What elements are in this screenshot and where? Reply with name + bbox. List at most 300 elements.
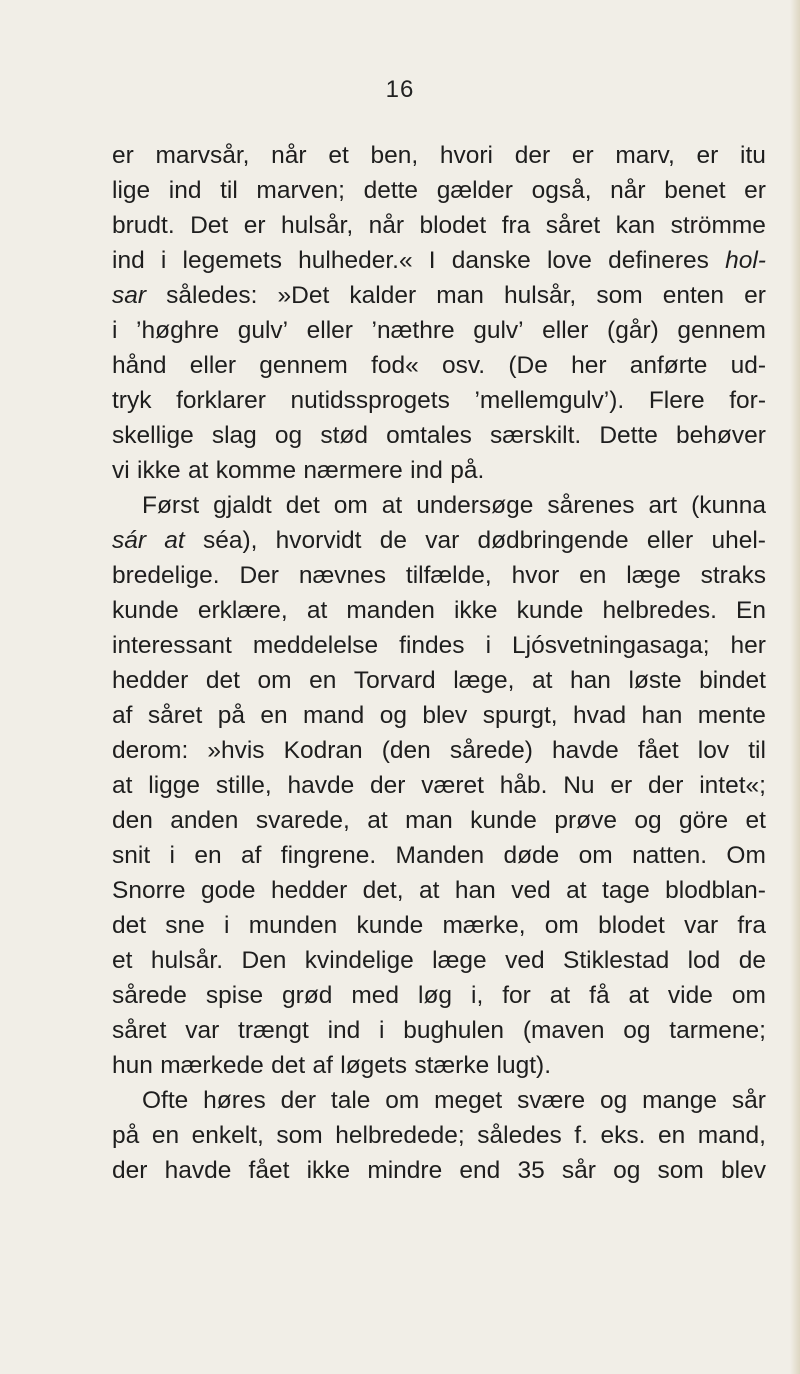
word: art [648,492,678,519]
word: Stiklestad [562,947,670,974]
text-line [112,593,766,628]
word: blodblan- [665,877,766,904]
word: er [744,177,766,204]
word: Snorre [112,877,186,904]
word: derom: [112,737,189,764]
word: mand [303,702,365,729]
word: på [112,1122,140,1149]
word: Ofte [142,1087,189,1114]
word: benet [664,177,726,204]
word: Først [142,492,200,519]
word: der [112,1157,148,1184]
word: en [260,702,288,729]
word: snit [112,842,151,869]
word: havde [552,737,619,764]
word: få [589,982,610,1009]
word: til [748,737,766,764]
word: mente [697,702,766,729]
word: og [623,1017,651,1044]
word: ben, [370,142,419,169]
word: sårenes [547,492,635,519]
word: bughulen [403,1017,505,1044]
word: skellige [112,422,194,449]
text-line [112,418,766,453]
word: der [514,142,551,169]
word: natten. [632,842,708,869]
word: (maven [522,1017,605,1044]
word: er [744,282,766,309]
word: svarede, [255,807,350,834]
word: dødbringende [477,527,629,554]
word: stød [320,422,368,449]
word: slag [211,422,257,449]
word: en [151,1122,180,1149]
word: ikke [453,597,498,624]
text-line [112,208,766,243]
word: er [243,212,266,239]
word: stærke [414,1052,490,1079]
word: ind [410,457,443,484]
word: ud- [730,352,766,379]
word: Torvard [353,667,436,694]
word: lov [697,737,730,764]
word: Kodran [283,737,363,764]
word: på [217,702,245,729]
word: man [436,282,484,309]
word: i [485,632,492,659]
word: forklarer [176,387,266,414]
word: var [684,912,719,939]
word: sár [112,527,147,554]
word: når [610,177,646,204]
word: meget [434,1087,503,1114]
word: som [657,1157,704,1184]
word: lige [112,177,151,204]
word: var [185,1017,220,1044]
word: ikke [306,1157,351,1184]
word: séa), [202,527,258,554]
word: 35 [517,1157,545,1184]
word: grød [282,982,333,1009]
text-line [112,943,766,978]
word: løg [418,982,453,1009]
word: på. [450,457,485,484]
word: er [112,142,134,169]
word: vi [112,457,130,484]
word: Den [241,947,287,974]
word: intet«; [699,772,766,799]
word: en [194,842,222,869]
word: et [745,807,766,834]
word: læge [432,947,487,974]
word: gennem [677,317,766,344]
text-line [112,628,766,663]
word: enkelt, [191,1122,264,1149]
text-line [112,1048,766,1083]
word: af [312,1052,333,1079]
word: et [112,947,133,974]
word: den [112,807,153,834]
word: at [628,982,649,1009]
word: i [160,247,167,274]
word: det [285,492,320,519]
word: gulv’ [237,317,289,344]
word: at [381,492,403,519]
body-text [112,138,766,1188]
text-line [112,348,766,383]
word: mange [642,1087,718,1114]
word: hånd [112,352,167,379]
word: med [351,982,400,1009]
word: såret [112,1017,167,1044]
text-line [112,313,766,348]
word: hvor [511,562,560,589]
word: sne [165,912,205,939]
word: eller [646,527,694,554]
word: Flere [648,387,705,414]
text-line [112,663,766,698]
text-line [112,1153,766,1188]
word: om [544,912,579,939]
word: tale [330,1087,371,1114]
word: I [428,247,436,274]
word: omtales [386,422,472,449]
word: (kunna [691,492,766,519]
word: som [596,282,643,309]
word: marven; [256,177,345,204]
word: her [730,632,766,659]
word: defineres [608,247,709,274]
word: havde [287,772,355,799]
word: løste [628,667,682,694]
word: ’mellemgulv’). [474,387,625,414]
word: til [220,177,238,204]
word: gælder [436,177,513,204]
text-line [112,278,766,313]
word: tilfælde, [405,562,492,589]
word: göre [679,807,729,834]
word: han [454,877,496,904]
word: og [379,702,407,729]
page-number: 16 [385,76,415,103]
word: marv, [615,142,675,169]
word: vide [667,982,713,1009]
word: ligge [148,772,201,799]
word: fået [637,737,679,764]
word: kan [615,212,656,239]
word: hvori [439,142,493,169]
word: mærkede [160,1052,264,1079]
word: de [379,527,407,554]
word: Nu [563,772,595,799]
text-line [112,138,766,173]
word: legemets [182,247,282,274]
word: end [459,1157,501,1184]
text-line [112,243,766,278]
word: af [240,842,262,869]
word: Dette [599,422,658,449]
word: at [306,597,328,624]
word: gulv’ [473,317,524,344]
word: hedder [270,877,348,904]
word: lod [687,947,721,974]
word: om [257,667,292,694]
word: og [600,1087,628,1114]
word: at [566,877,587,904]
word: er [571,142,594,169]
word: gjaldt [213,492,272,519]
word: blev [422,702,468,729]
word: hedder [112,667,189,694]
word: eller [189,352,237,379]
word: hvad [572,702,627,729]
word: blodet [598,912,665,939]
word: kunde [470,807,537,834]
word: kalder [349,282,417,309]
word: at [112,772,133,799]
word: (De [508,352,548,379]
word: læge [626,562,681,589]
word: dette [363,177,419,204]
word: det, [362,877,404,904]
word: mærke, [442,912,526,939]
word: hulsår, [504,282,577,309]
word: det [205,667,240,694]
word: spise [205,982,264,1009]
text-line [112,803,766,838]
word: Det [190,212,229,239]
word: marvsår, [155,142,250,169]
word: man [405,807,453,834]
word: »hvis [207,737,265,764]
word: brudt. [112,212,175,239]
word: gode [200,877,256,904]
word: Der [239,562,279,589]
text-line [112,733,766,768]
word: blev [721,1157,766,1184]
word: spurgt, [482,702,558,729]
word: love [546,247,592,274]
word: interessant [112,632,232,659]
word: kvindelige [304,947,414,974]
word: anførte [629,352,708,379]
word: såret [147,702,203,729]
word: hvorvidt [275,527,362,554]
word: anden [170,807,239,834]
word: undersøge [416,492,534,519]
word: om [333,492,368,519]
word: i [112,317,118,344]
word: meddelelse [252,632,379,659]
word: helbredede; [335,1122,465,1149]
word: (går) [607,317,659,344]
word: munden [248,912,338,939]
word: sar [112,282,147,309]
word: en [579,562,607,589]
word: et [328,142,349,169]
word: når [368,212,405,239]
word: »Det [277,282,330,309]
word: og [634,807,662,834]
word: hulheder.« [298,247,413,274]
word: der [370,772,406,799]
word: om [731,982,766,1009]
word: var [425,527,460,554]
text-line [112,1013,766,1048]
word: tryk [112,387,152,414]
word: hulsår, [280,212,354,239]
text-line [112,838,766,873]
word: itu [740,142,766,169]
word: svære [517,1087,586,1114]
word: løgets [340,1052,407,1079]
word: blodet [419,212,487,239]
text-line [112,488,766,523]
word: straks [700,562,766,589]
word: danske [451,247,531,274]
word: såret [545,212,601,239]
word: lugt). [496,1052,552,1079]
text-line [112,523,766,558]
word: de [738,947,766,974]
word: om [385,1087,420,1114]
word: af [112,702,133,729]
word: er [696,142,719,169]
word: eller [306,317,353,344]
word: således [477,1122,562,1149]
word: om [578,842,613,869]
word: En [736,597,766,624]
text-line [112,1118,766,1153]
text-line [112,698,766,733]
text-line [112,558,766,593]
word: og [613,1157,641,1184]
word: han [641,702,683,729]
word: en [309,667,337,694]
word: f. [574,1122,588,1149]
word: også, [531,177,592,204]
word: for- [729,387,766,414]
word: sårede [112,982,187,1009]
word: kunde [356,912,424,939]
text-line [112,383,766,418]
word: i [379,1017,385,1044]
word: havde [164,1157,232,1184]
word: fod« [371,352,419,379]
text-line [112,453,766,488]
word: i [169,842,175,869]
word: ind [168,177,202,204]
word: at [549,982,571,1009]
word: ’næthre [371,317,455,344]
text-line [112,978,766,1013]
word: der [647,772,684,799]
word: trængt [238,1017,309,1044]
word: at [418,877,440,904]
word: helbredes. [602,597,717,624]
word: fået [248,1157,290,1184]
word: Ljósvetningasaga; [512,632,710,659]
word: osv. [441,352,486,379]
word: eller [542,317,589,344]
word: han [570,667,611,694]
word: stille, [215,772,272,799]
text-line [112,908,766,943]
word: Om [726,842,766,869]
word: tarmene; [669,1017,766,1044]
word: ’høghre [136,317,220,344]
text-line [112,173,766,208]
word: i [224,912,230,939]
word: særskilt. [490,422,582,449]
word: bredelige. [112,562,220,589]
word: høres [203,1087,266,1114]
word: døde [503,842,560,869]
word: for [502,982,531,1009]
word: og [274,422,303,449]
word: sår [561,1157,596,1184]
word: nutidssprogets [290,387,450,414]
word: mindre [367,1157,443,1184]
word: findes [399,632,465,659]
word: at [532,667,553,694]
text-line [112,1083,766,1118]
page-edge-shadow [790,0,800,1374]
word: som [276,1122,323,1149]
word: tage [602,877,650,904]
word: ind [327,1017,361,1044]
word: behøver [676,422,766,449]
word: en [657,1122,686,1149]
word: kunde [112,597,179,624]
word: her [571,352,607,379]
word: ved [505,947,545,974]
word: nævnes [298,562,387,589]
word: når [271,142,307,169]
word: enten [662,282,725,309]
word: (den [381,737,431,764]
text-line [112,873,766,908]
word: fra [501,212,531,239]
word: mand, [697,1122,766,1149]
word: det [271,1052,306,1079]
word: hol- [725,247,766,274]
word: ikke [137,457,181,484]
word: nærmere [303,457,403,484]
word: hulsår. [150,947,224,974]
word: sår [731,1087,766,1114]
word: er [610,772,633,799]
word: at [187,457,209,484]
word: uhel- [711,527,766,554]
word: ved [511,877,551,904]
word: strömme [670,212,766,239]
word: været [421,772,484,799]
word: at [164,527,185,554]
word: ind [112,247,145,274]
word: gennem [259,352,348,379]
word: håb. [499,772,548,799]
word: sårede) [449,737,533,764]
word: der [280,1087,317,1114]
word: erklære, [197,597,288,624]
word: bindet [699,667,766,694]
word: i, [471,982,484,1009]
text-line [112,768,766,803]
word: det [112,912,147,939]
word: at [367,807,388,834]
word: fingrene. [280,842,377,869]
